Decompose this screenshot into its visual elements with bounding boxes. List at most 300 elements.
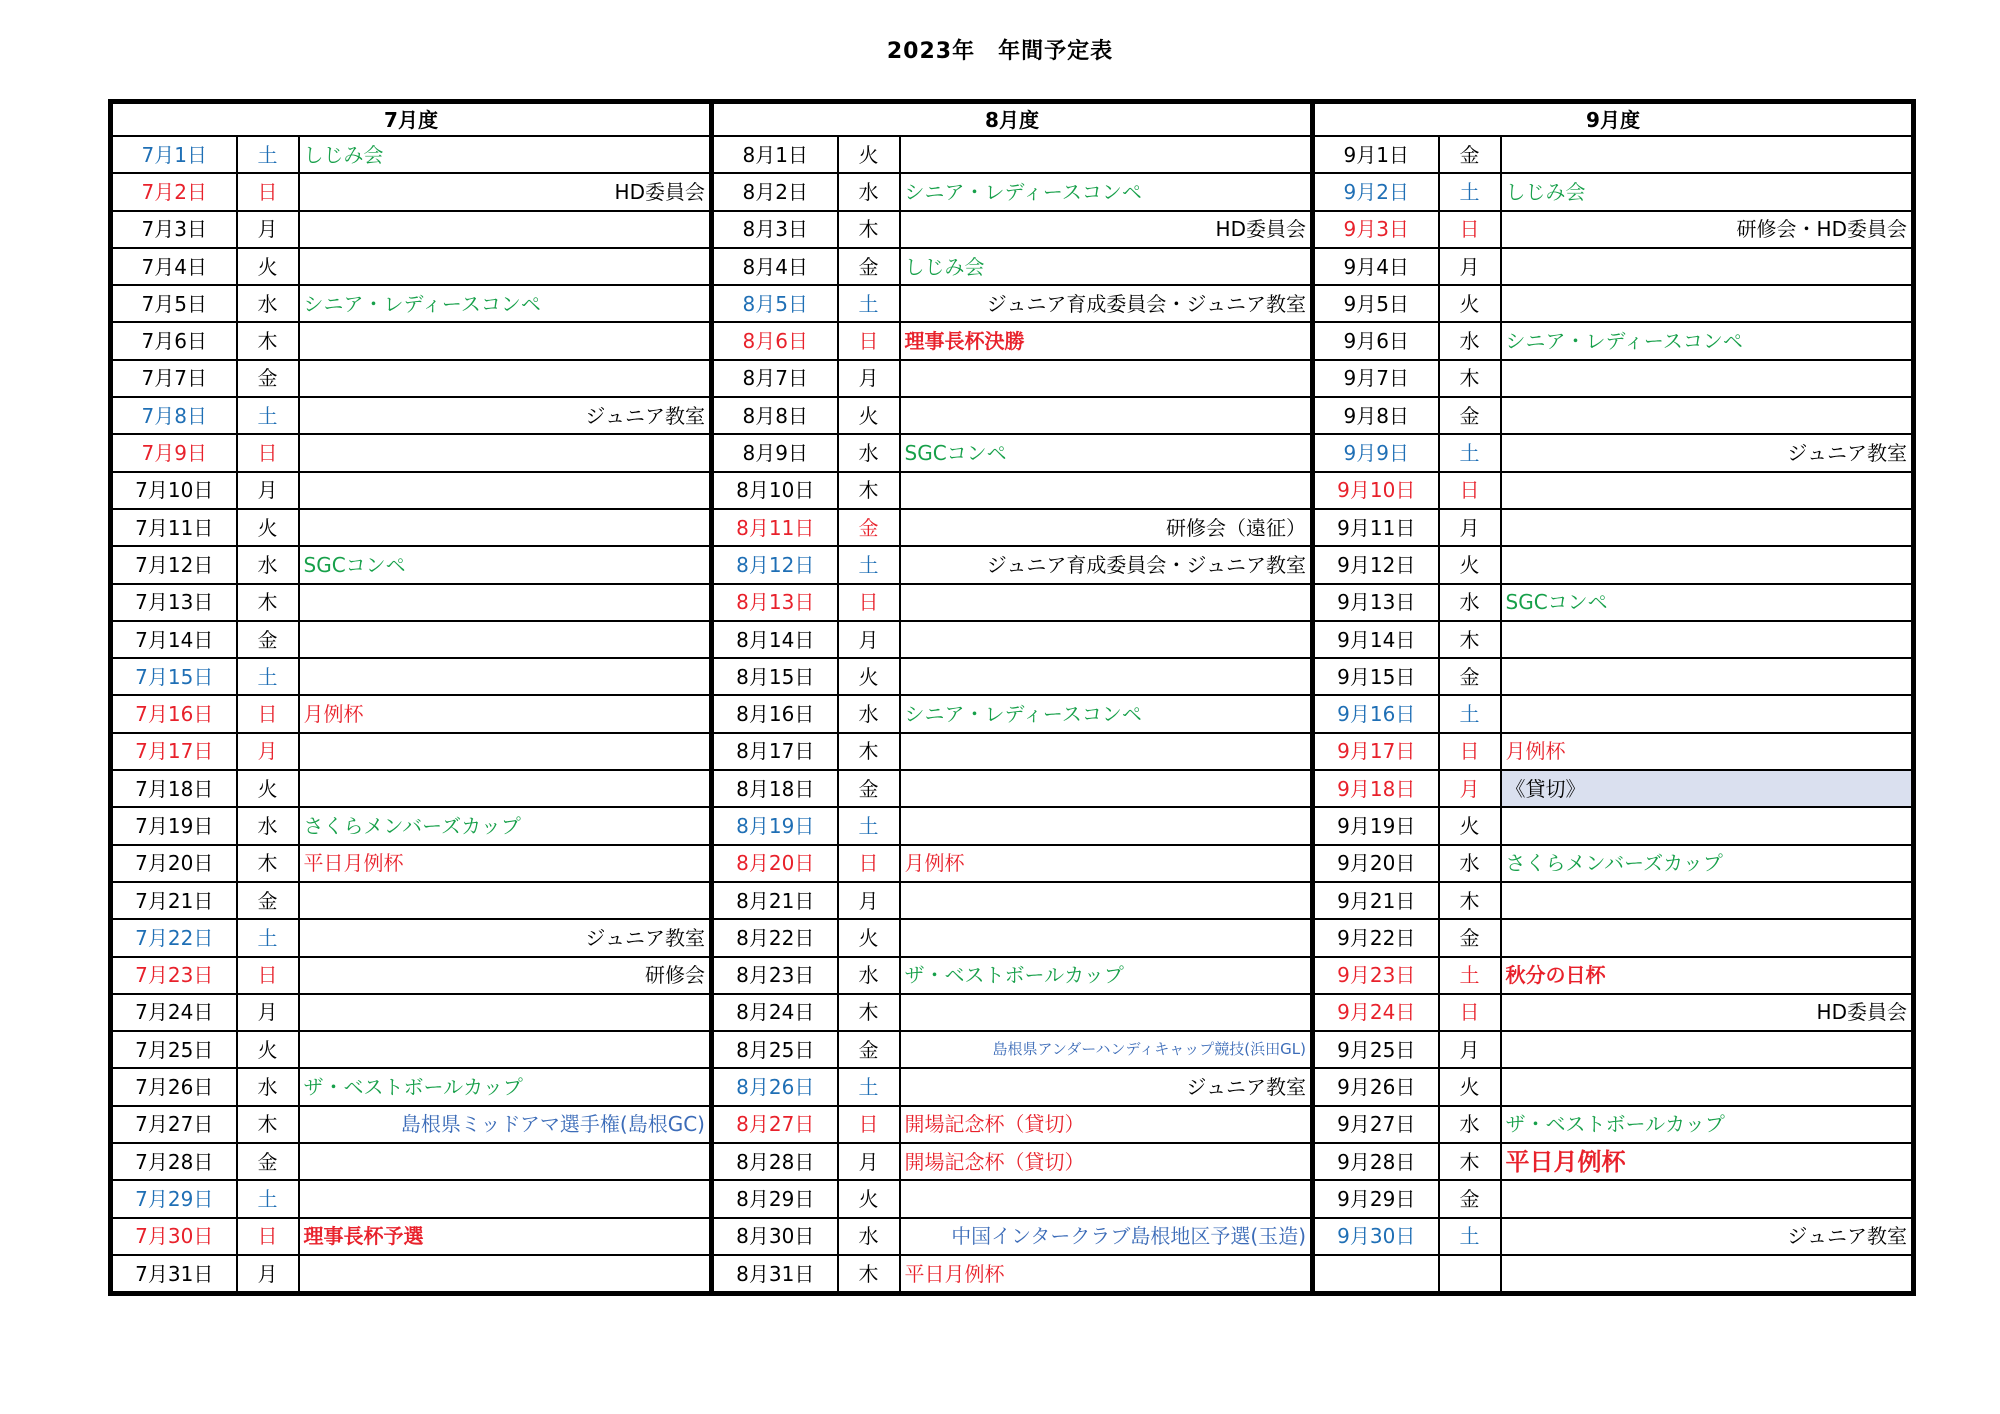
weekday-cell: 土: [237, 658, 299, 695]
date-cell: 7月5日: [111, 285, 237, 322]
weekday-cell: 水: [1439, 1106, 1501, 1143]
weekday-cell: 火: [237, 248, 299, 285]
date-cell: 8月20日: [712, 845, 838, 882]
date-cell: 9月12日: [1313, 546, 1439, 583]
weekday-cell: 水: [838, 695, 900, 732]
date-cell: 9月8日: [1313, 397, 1439, 434]
weekday-cell: 土: [237, 919, 299, 956]
date-cell: 7月22日: [111, 919, 237, 956]
date-cell: 8月4日: [712, 248, 838, 285]
event-cell: [900, 584, 1313, 621]
weekday-cell: 月: [838, 882, 900, 919]
weekday-cell: 日: [838, 584, 900, 621]
date-cell: 9月10日: [1313, 472, 1439, 509]
date-cell: 7月10日: [111, 472, 237, 509]
date-cell: 9月18日: [1313, 770, 1439, 807]
event-cell: [900, 658, 1313, 695]
event-cell: 理事長杯決勝: [900, 322, 1313, 359]
event-cell: [1501, 658, 1914, 695]
date-cell: 7月16日: [111, 695, 237, 732]
event-cell: 月例杯: [900, 845, 1313, 882]
event-cell: 研修会（遠征）: [900, 509, 1313, 546]
date-cell: 9月24日: [1313, 994, 1439, 1031]
table-row: [111, 882, 1914, 919]
event-cell: [900, 360, 1313, 397]
weekday-cell: 土: [838, 1068, 900, 1105]
event-cell: [900, 621, 1313, 658]
date-cell: 9月14日: [1313, 621, 1439, 658]
weekday-cell: 土: [237, 136, 299, 173]
table-row: [111, 1068, 1914, 1105]
event-cell: [299, 1031, 712, 1068]
event-cell: [1501, 1255, 1914, 1294]
table-row: [111, 845, 1914, 882]
event-cell: [1501, 546, 1914, 583]
event-cell: 平日月例杯: [900, 1255, 1313, 1294]
event-cell: 理事長杯予選: [299, 1218, 712, 1255]
date-cell: 9月9日: [1313, 434, 1439, 471]
date-cell: 8月3日: [712, 211, 838, 248]
event-cell: [1501, 397, 1914, 434]
event-cell: SGCコンペ: [900, 434, 1313, 471]
weekday-cell: 木: [237, 322, 299, 359]
date-cell: 8月19日: [712, 807, 838, 844]
event-cell: [900, 1180, 1313, 1217]
date-cell: 9月4日: [1313, 248, 1439, 285]
event-cell: 秋分の日杯: [1501, 957, 1914, 994]
event-cell: [1501, 360, 1914, 397]
date-cell: 9月19日: [1313, 807, 1439, 844]
table-row: [111, 509, 1914, 546]
table-row: [111, 695, 1914, 732]
weekday-cell: 水: [838, 957, 900, 994]
event-cell: [299, 621, 712, 658]
table-row: [111, 1031, 1914, 1068]
date-cell: 9月6日: [1313, 322, 1439, 359]
event-cell: 研修会・HD委員会: [1501, 211, 1914, 248]
weekday-cell: 火: [838, 136, 900, 173]
event-cell: [900, 733, 1313, 770]
date-cell: 8月25日: [712, 1031, 838, 1068]
event-cell: 平日月例杯: [1501, 1143, 1914, 1180]
weekday-cell: 木: [1439, 1143, 1501, 1180]
weekday-cell: 日: [1439, 211, 1501, 248]
date-cell: 8月18日: [712, 770, 838, 807]
table-row: [111, 1218, 1914, 1255]
event-cell: 中国インタークラブ島根地区予選(玉造): [900, 1218, 1313, 1255]
month-header: 7月度: [111, 102, 712, 137]
date-cell: 8月21日: [712, 882, 838, 919]
weekday-cell: 土: [838, 285, 900, 322]
date-cell: 7月23日: [111, 957, 237, 994]
weekday-cell: 木: [1439, 882, 1501, 919]
event-cell: [299, 733, 712, 770]
page-title: 2023年 年間予定表: [886, 39, 1114, 64]
event-cell: ジュニア育成委員会・ジュニア教室: [900, 285, 1313, 322]
weekday-cell: 月: [1439, 248, 1501, 285]
table-row: [111, 434, 1914, 471]
event-cell: [1501, 807, 1914, 844]
weekday-cell: 金: [838, 509, 900, 546]
weekday-cell: 火: [838, 1180, 900, 1217]
date-cell: 9月16日: [1313, 695, 1439, 732]
table-row: [111, 658, 1914, 695]
weekday-cell: 土: [838, 546, 900, 583]
event-cell: 島根県アンダーハンディキャップ競技(浜田GL): [900, 1031, 1313, 1068]
weekday-cell: 木: [838, 733, 900, 770]
weekday-cell: 火: [1439, 285, 1501, 322]
date-cell: 9月28日: [1313, 1143, 1439, 1180]
event-cell: [1501, 695, 1914, 732]
event-cell: 《貸切》: [1501, 770, 1914, 807]
table-row: [111, 1255, 1914, 1294]
event-cell: [1501, 472, 1914, 509]
date-cell: 8月23日: [712, 957, 838, 994]
date-cell: 8月5日: [712, 285, 838, 322]
date-cell: 7月12日: [111, 546, 237, 583]
event-cell: HD委員会: [1501, 994, 1914, 1031]
weekday-cell: 火: [1439, 1068, 1501, 1105]
event-cell: [299, 584, 712, 621]
event-cell: しじみ会: [1501, 173, 1914, 210]
date-cell: 8月24日: [712, 994, 838, 1031]
event-cell: [1501, 509, 1914, 546]
date-cell: 8月17日: [712, 733, 838, 770]
event-cell: [299, 434, 712, 471]
table-row: [111, 136, 1914, 173]
event-cell: しじみ会: [299, 136, 712, 173]
weekday-cell: 金: [838, 1031, 900, 1068]
date-cell: 8月6日: [712, 322, 838, 359]
date-cell: 8月2日: [712, 173, 838, 210]
table-row: [111, 248, 1914, 285]
weekday-cell: 金: [237, 621, 299, 658]
event-cell: 平日月例杯: [299, 845, 712, 882]
weekday-cell: 木: [1439, 360, 1501, 397]
weekday-cell: 土: [838, 807, 900, 844]
date-cell: 7月21日: [111, 882, 237, 919]
weekday-cell: 月: [237, 994, 299, 1031]
date-cell: 9月23日: [1313, 957, 1439, 994]
date-cell: 7月13日: [111, 584, 237, 621]
event-cell: ジュニア育成委員会・ジュニア教室: [900, 546, 1313, 583]
event-cell: ジュニア教室: [1501, 434, 1914, 471]
weekday-cell: 日: [1439, 994, 1501, 1031]
weekday-cell: 水: [237, 807, 299, 844]
table-row: [111, 546, 1914, 583]
date-cell: 7月27日: [111, 1106, 237, 1143]
date-cell: 9月13日: [1313, 584, 1439, 621]
table-row: [111, 472, 1914, 509]
event-cell: 月例杯: [299, 695, 712, 732]
weekday-cell: 日: [1439, 472, 1501, 509]
weekday-cell: 金: [1439, 1180, 1501, 1217]
event-cell: [299, 322, 712, 359]
date-cell: 9月29日: [1313, 1180, 1439, 1217]
event-cell: シニア・レディースコンペ: [1501, 322, 1914, 359]
weekday-cell: 金: [237, 360, 299, 397]
date-cell: 8月15日: [712, 658, 838, 695]
event-cell: [299, 1180, 712, 1217]
date-cell: 9月17日: [1313, 733, 1439, 770]
table-row: [111, 397, 1914, 434]
date-cell: 7月14日: [111, 621, 237, 658]
date-cell: 9月11日: [1313, 509, 1439, 546]
date-cell: 8月29日: [712, 1180, 838, 1217]
weekday-cell: 日: [838, 845, 900, 882]
weekday-cell: 木: [838, 1255, 900, 1294]
weekday-cell: 月: [237, 472, 299, 509]
table-row: [111, 621, 1914, 658]
weekday-cell: 水: [1439, 584, 1501, 621]
event-cell: シニア・レディースコンペ: [299, 285, 712, 322]
event-cell: シニア・レディースコンペ: [900, 173, 1313, 210]
event-cell: [299, 211, 712, 248]
date-cell: 9月22日: [1313, 919, 1439, 956]
date-cell: 7月24日: [111, 994, 237, 1031]
table-row: [111, 919, 1914, 956]
date-cell: 7月18日: [111, 770, 237, 807]
event-cell: [900, 919, 1313, 956]
event-cell: [299, 1255, 712, 1294]
event-cell: 月例杯: [1501, 733, 1914, 770]
event-cell: [900, 136, 1313, 173]
weekday-cell: 日: [237, 695, 299, 732]
weekday-cell: 日: [237, 173, 299, 210]
weekday-cell: 火: [237, 509, 299, 546]
weekday-cell: 金: [237, 1143, 299, 1180]
date-cell: 9月5日: [1313, 285, 1439, 322]
date-cell: 8月8日: [712, 397, 838, 434]
weekday-cell: 日: [838, 1106, 900, 1143]
date-cell: 9月21日: [1313, 882, 1439, 919]
date-cell: 8月30日: [712, 1218, 838, 1255]
date-cell: 8月13日: [712, 584, 838, 621]
weekday-cell: 火: [838, 658, 900, 695]
weekday-cell: 土: [237, 1180, 299, 1217]
event-cell: HD委員会: [299, 173, 712, 210]
date-cell: 8月14日: [712, 621, 838, 658]
date-cell: 9月7日: [1313, 360, 1439, 397]
date-cell: 7月6日: [111, 322, 237, 359]
event-cell: ジュニア教室: [299, 397, 712, 434]
date-cell: 7月30日: [111, 1218, 237, 1255]
date-cell: 8月22日: [712, 919, 838, 956]
date-cell: 7月25日: [111, 1031, 237, 1068]
event-cell: ザ・ベストボールカップ: [1501, 1106, 1914, 1143]
date-cell: 8月16日: [712, 695, 838, 732]
month-header-row: [111, 102, 1914, 137]
event-cell: [299, 360, 712, 397]
date-cell: 8月10日: [712, 472, 838, 509]
date-cell: 7月4日: [111, 248, 237, 285]
table-row: [111, 994, 1914, 1031]
table-row: [111, 1180, 1914, 1217]
weekday-cell: 金: [1439, 397, 1501, 434]
schedule-body: [111, 136, 1914, 1294]
weekday-cell: 日: [838, 322, 900, 359]
event-cell: [1501, 285, 1914, 322]
event-cell: 研修会: [299, 957, 712, 994]
weekday-cell: 水: [838, 1218, 900, 1255]
event-cell: ジュニア教室: [1501, 1218, 1914, 1255]
date-cell: 9月30日: [1313, 1218, 1439, 1255]
weekday-cell: 木: [838, 472, 900, 509]
table-row: [111, 770, 1914, 807]
date-cell: 9月3日: [1313, 211, 1439, 248]
weekday-cell: 水: [1439, 322, 1501, 359]
date-cell: 8月12日: [712, 546, 838, 583]
event-cell: [1501, 136, 1914, 173]
weekday-cell: 金: [838, 248, 900, 285]
weekday-cell: 土: [1439, 434, 1501, 471]
weekday-cell: 火: [838, 919, 900, 956]
weekday-cell: 月: [838, 1143, 900, 1180]
event-cell: ザ・ベストボールカップ: [900, 957, 1313, 994]
weekday-cell: 火: [237, 770, 299, 807]
date-cell: 9月25日: [1313, 1031, 1439, 1068]
event-cell: [1501, 621, 1914, 658]
table-row: [111, 1106, 1914, 1143]
table-row: [111, 173, 1914, 210]
event-cell: [900, 807, 1313, 844]
date-cell: 7月31日: [111, 1255, 237, 1294]
table-row: [111, 733, 1914, 770]
weekday-cell: 金: [838, 770, 900, 807]
date-cell: 7月15日: [111, 658, 237, 695]
weekday-cell: 月: [237, 733, 299, 770]
event-cell: [900, 472, 1313, 509]
weekday-cell: 木: [838, 994, 900, 1031]
date-cell: 7月17日: [111, 733, 237, 770]
weekday-cell: 水: [237, 285, 299, 322]
date-cell: 9月27日: [1313, 1106, 1439, 1143]
date-cell: 9月26日: [1313, 1068, 1439, 1105]
date-cell: 7月19日: [111, 807, 237, 844]
weekday-cell: 土: [237, 397, 299, 434]
event-cell: [299, 994, 712, 1031]
event-cell: [1501, 1180, 1914, 1217]
weekday-cell: 水: [237, 1068, 299, 1105]
event-cell: ジュニア教室: [299, 919, 712, 956]
date-cell: 9月1日: [1313, 136, 1439, 173]
weekday-cell: 木: [838, 211, 900, 248]
event-cell: [299, 1143, 712, 1180]
weekday-cell: 土: [1439, 695, 1501, 732]
event-cell: [299, 472, 712, 509]
table-row: [111, 957, 1914, 994]
event-cell: ジュニア教室: [900, 1068, 1313, 1105]
date-cell: 8月1日: [712, 136, 838, 173]
date-cell: [1313, 1255, 1439, 1294]
weekday-cell: 土: [1439, 173, 1501, 210]
table-row: [111, 1143, 1914, 1180]
date-cell: 7月28日: [111, 1143, 237, 1180]
weekday-cell: 火: [1439, 807, 1501, 844]
date-cell: 9月20日: [1313, 845, 1439, 882]
weekday-cell: 月: [1439, 509, 1501, 546]
date-cell: 7月7日: [111, 360, 237, 397]
weekday-cell: 土: [1439, 1218, 1501, 1255]
event-cell: [1501, 1031, 1914, 1068]
weekday-cell: 日: [237, 1218, 299, 1255]
weekday-cell: 月: [237, 1255, 299, 1294]
event-cell: ザ・ベストボールカップ: [299, 1068, 712, 1105]
date-cell: 8月7日: [712, 360, 838, 397]
weekday-cell: 月: [237, 211, 299, 248]
weekday-cell: 日: [237, 957, 299, 994]
date-cell: 8月11日: [712, 509, 838, 546]
date-cell: 9月15日: [1313, 658, 1439, 695]
event-cell: さくらメンバーズカップ: [1501, 845, 1914, 882]
date-cell: 7月11日: [111, 509, 237, 546]
table-row: [111, 285, 1914, 322]
event-cell: [1501, 248, 1914, 285]
event-cell: [900, 882, 1313, 919]
weekday-cell: 月: [1439, 770, 1501, 807]
weekday-cell: 木: [1439, 621, 1501, 658]
table-row: [111, 360, 1914, 397]
weekday-cell: 火: [838, 397, 900, 434]
date-cell: 7月20日: [111, 845, 237, 882]
event-cell: SGCコンペ: [299, 546, 712, 583]
event-cell: [299, 658, 712, 695]
event-cell: [900, 994, 1313, 1031]
event-cell: [299, 882, 712, 919]
date-cell: 7月8日: [111, 397, 237, 434]
date-cell: 7月26日: [111, 1068, 237, 1105]
date-cell: 7月2日: [111, 173, 237, 210]
weekday-cell: 日: [1439, 733, 1501, 770]
event-cell: SGCコンペ: [1501, 584, 1914, 621]
date-cell: 8月26日: [712, 1068, 838, 1105]
date-cell: 8月9日: [712, 434, 838, 471]
weekday-cell: 火: [237, 1031, 299, 1068]
table-row: [111, 584, 1914, 621]
weekday-cell: 水: [838, 173, 900, 210]
event-cell: シニア・レディースコンペ: [900, 695, 1313, 732]
event-cell: [1501, 1068, 1914, 1105]
date-cell: 8月28日: [712, 1143, 838, 1180]
date-cell: 9月2日: [1313, 173, 1439, 210]
weekday-cell: [1439, 1255, 1501, 1294]
date-cell: 7月3日: [111, 211, 237, 248]
weekday-cell: 木: [237, 584, 299, 621]
event-cell: さくらメンバーズカップ: [299, 807, 712, 844]
event-cell: 開場記念杯（貸切）: [900, 1106, 1313, 1143]
event-cell: [1501, 919, 1914, 956]
weekday-cell: 金: [237, 882, 299, 919]
event-cell: 開場記念杯（貸切）: [900, 1143, 1313, 1180]
date-cell: 8月31日: [712, 1255, 838, 1294]
table-row: [111, 322, 1914, 359]
event-cell: [299, 509, 712, 546]
schedule-table: [108, 99, 1916, 1296]
event-cell: [299, 248, 712, 285]
weekday-cell: 木: [237, 845, 299, 882]
weekday-cell: 金: [1439, 919, 1501, 956]
table-row: [111, 807, 1914, 844]
weekday-cell: 水: [237, 546, 299, 583]
weekday-cell: 日: [237, 434, 299, 471]
table-row: [111, 211, 1914, 248]
weekday-cell: 火: [1439, 546, 1501, 583]
date-cell: 7月1日: [111, 136, 237, 173]
event-cell: [900, 397, 1313, 434]
event-cell: [299, 770, 712, 807]
event-cell: しじみ会: [900, 248, 1313, 285]
event-cell: [900, 770, 1313, 807]
